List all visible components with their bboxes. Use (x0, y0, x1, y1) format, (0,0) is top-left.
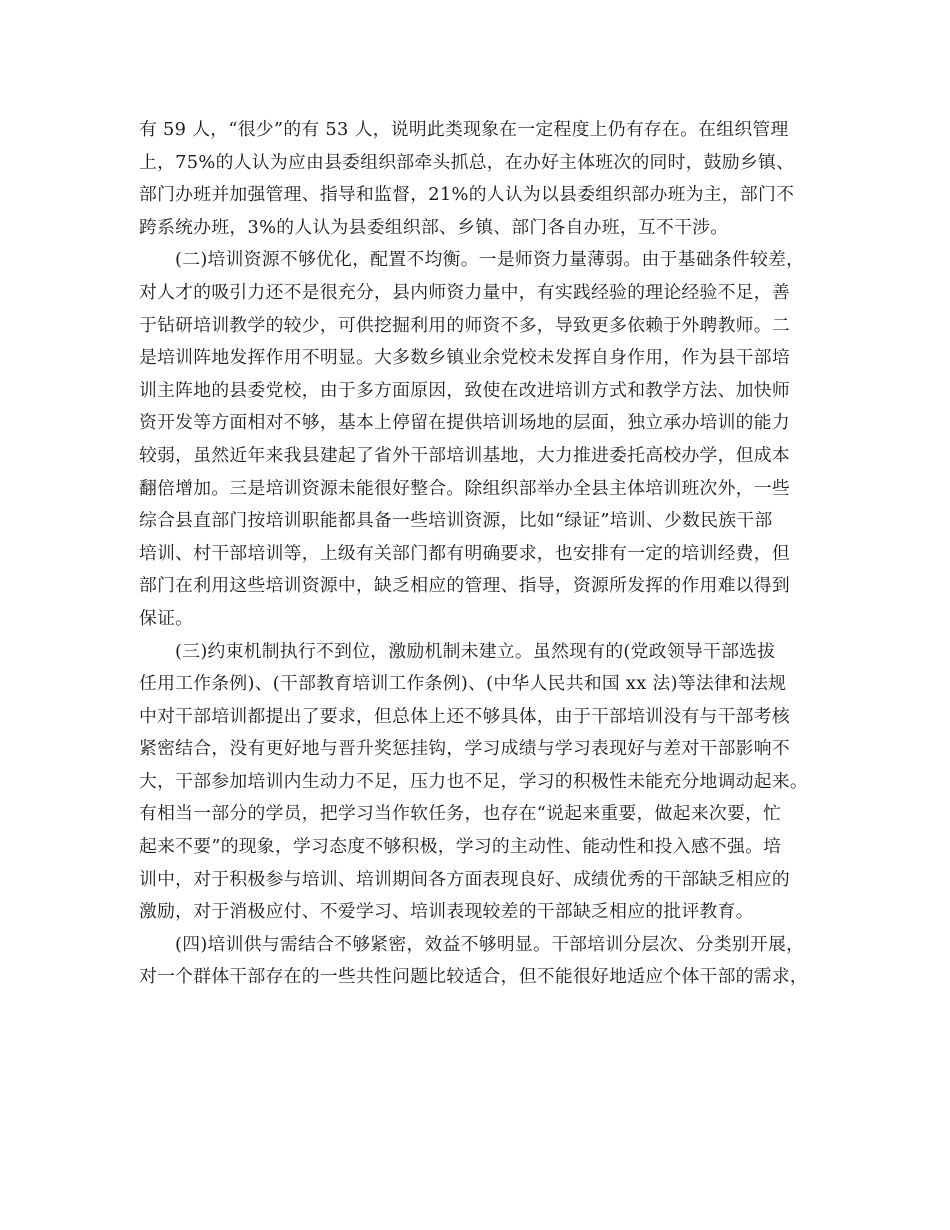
paragraph-1 (139, 114, 822, 244)
text-line: (三)约束机制执行不到位，激励机制未建立。虽然现有的(党政领导干部选拔 (175, 640, 776, 662)
text-line: 综合县直部门按培训职能都具备一些培训资源，比如“绿证”培训、少数民族干部 (139, 510, 773, 532)
text-line: 翻倍增加。三是培训资源未能很好整合。除组织部举办全县主体培训班次外，一些 (139, 477, 790, 499)
text-line: 上，75%的人认为应由县委组织部牵头抓总，在办好主体班次的同时，鼓励乡镇、 (139, 151, 795, 173)
text-line: 对一个群体干部存在的一些共性问题比较适合，但不能很好地适应个体干部的需求， (139, 966, 809, 988)
text-line: 对人才的吸引力还不是很充分，县内师资力量中，有实践经验的理论经验不足，善 (139, 281, 790, 303)
text-line: 部门办班并加强管理、指导和监督，21%的人认为以县委组织部办班为主，部门不 (139, 184, 795, 206)
text-line: 部门在利用这些培训资源中，缺乏相应的管理、指导，资源所发挥的作用难以得到 (139, 575, 790, 597)
text-line: 训中，对于积极参与培训、培训期间各方面表现良好、成绩优秀的干部缺乏相应的 (139, 868, 790, 890)
text-line: 培训、村干部培训等，上级有关部门都有明确要求，也安排有一定的培训经费，但 (139, 542, 790, 564)
text-line: 资开发等方面相对不够，基本上停留在提供培训场地的层面，独立承办培训的能力 (139, 412, 790, 434)
text-line: 较弱，虽然近年来我县建起了省外干部培训基地，大力推进委托高校办学，但成本 (139, 444, 790, 466)
text-line: 大，干部参加培训内生动力不足，压力也不足，学习的积极性未能充分地调动起来。 (139, 770, 809, 792)
text-line: 起来不要”的现象，学习态度不够积极，学习的主动性、能动性和投入感不强。培 (139, 836, 782, 858)
text-line: 有 59 人，“很少”的有 53 人，说明此类现象在一定程度上仍有存在。在组织管理 (139, 119, 789, 140)
text-line: (二)培训资源不够优化，配置不均衡。一是师资力量薄弱。由于基础条件较差， (175, 249, 805, 271)
paragraph-3 (139, 636, 822, 929)
text-line: (四)培训供与需结合不够紧密，效益不够明显。干部培训分层次、分类别开展， (175, 933, 805, 955)
paragraph-2 (139, 244, 822, 635)
text-line: 有相当一部分的学员，把学习当作软任务，也存在“说起来重要，做起来次要，忙 (139, 803, 782, 825)
paragraph-4 (139, 929, 822, 994)
document-body (139, 114, 822, 994)
text-line: 跨系统办班，3%的人认为县委组织部、乡镇、部门各自办班，互不干涉。 (139, 216, 729, 238)
text-line: 激励，对于消极应付、不爱学习、培训表现较差的干部缺乏相应的批评教育。 (139, 901, 754, 923)
text-line: 于钻研培训教学的较少，可供挖掘利用的师资不多，导致更多依赖于外聘教师。二 (139, 314, 790, 336)
text-line: 紧密结合，没有更好地与晋升奖惩挂钩，学习成绩与学习表现好与差对干部影响不 (139, 738, 790, 760)
text-line: 中对干部培训都提出了要求，但总体上还不够具体，由于干部培训没有与干部考核 (139, 705, 790, 727)
text-line: 训主阵地的县委党校，由于多方面原因，致使在改进培训方式和教学方法、加快师 (139, 379, 790, 401)
text-line: 任用工作条例)、(干部教育培训工作条例)、(中华人民共和国 xx 法)等法律和法规 (139, 673, 787, 695)
text-line: 保证。 (139, 607, 194, 629)
text-line: 是培训阵地发挥作用不明显。大多数乡镇业余党校未发挥自身作用，作为县干部培 (139, 347, 790, 369)
